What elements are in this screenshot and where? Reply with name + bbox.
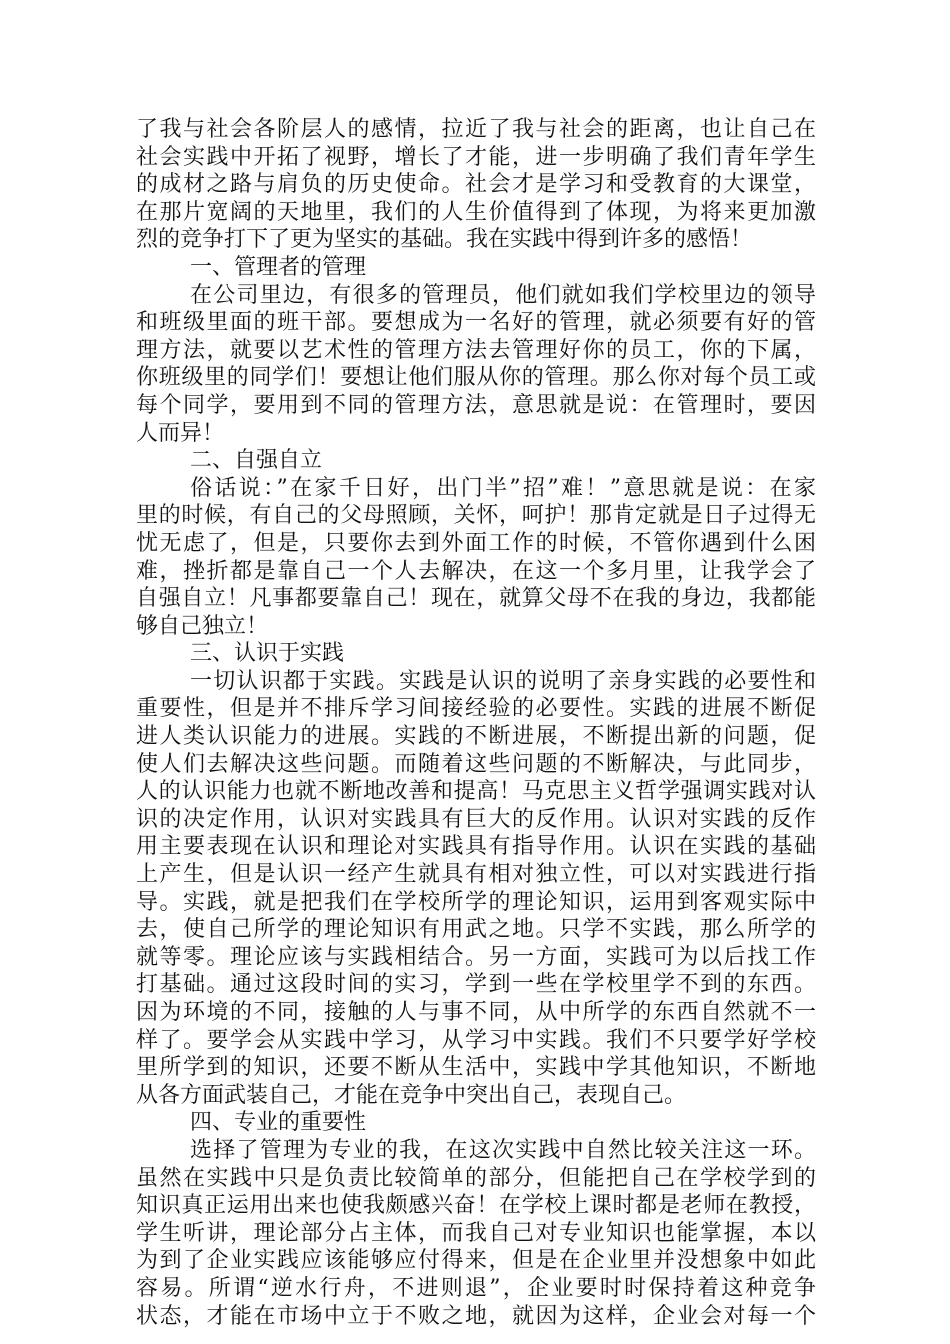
paragraph-last-line: 够自己独立！ (136, 613, 269, 639)
paragraph-line: 里所学到的知识，还要不断从生活中，实践中学其他知识，不断地 (136, 1055, 816, 1081)
section-heading: 四、专业的重要性 (190, 1110, 367, 1136)
document-page (136, 116, 816, 1330)
paragraph-first-line: 在公司里边，有很多的管理员，他们就如我们学校里边的领导 (190, 282, 816, 308)
paragraph-line: 容易。所谓“逆水行舟，不进则退”，企业要时时保持着这种竞争 (136, 1275, 816, 1301)
paragraph-line: 识的决定作用，认识对实践具有巨大的反作用。认识对实践的反作 (136, 806, 816, 832)
section-heading: 二、自强自立 (190, 448, 323, 474)
paragraph-line: 自强自立！凡事都要靠自己！现在，就算父母不在我的身边，我都能 (136, 586, 816, 612)
paragraph-line: 样了。要学会从实践中学习，从学习中实践。我们不只要学好学校 (136, 1027, 816, 1053)
paragraph-line: 因为环境的不同，接触的人与事不同，从中所学的东西自然就不一 (136, 1000, 816, 1025)
paragraph-line: 每个同学，要用到不同的管理方法，意思就是说：在管理时，要因 (136, 392, 816, 418)
paragraph-line: 里的时候，有自己的父母照顾，关怀，呵护！那肯定就是日子过得无 (136, 503, 816, 529)
paragraph-line: 学生听讲，理论部分占主体，而我自己对专业知识也能掌握，本以 (136, 1220, 816, 1246)
paragraph-line: 去，使自己所学的理论知识有用武之地。只学不实践，那么所学的 (136, 917, 816, 943)
paragraph-line: 打基础。通过这段时间的实习，学到一些在学校里学不到的东西。 (136, 972, 816, 998)
paragraph-line: 上产生，但是认识一经产生就具有相对独立性，可以对实践进行指 (136, 862, 816, 888)
paragraph-line: 社会实践中开拓了视野，增长了才能，进一步明确了我们青年学生 (136, 144, 816, 170)
paragraph-line: 知识真正运用出来也使我颇感兴奋！在学校上课时都是老师在教授， (136, 1193, 816, 1219)
paragraph-last-line: 从各方面武装自己，才能在竞争中突出自己，表现自己。 (136, 1082, 687, 1108)
paragraph-line: 状态，才能在市场中立于不败之地，就因为这样，企业会对每一个 (136, 1303, 816, 1329)
paragraph-line: 和班级里面的班干部。要想成为一名好的管理，就必须要有好的管 (136, 310, 816, 336)
paragraph-line: 人的认识能力也就不断地改善和提高！马克思主义哲学强调实践对认 (136, 779, 816, 805)
paragraph-line: 重要性，但是并不排斥学习间接经验的必要性。实践的进展不断促 (136, 696, 816, 722)
paragraph-line: 用主要表现在认识和理论对实践具有指导作用。认识在实践的基础 (136, 834, 816, 860)
paragraph-line: 忧无虑了，但是，只要你去到外面工作的时候，不管你遇到什么困 (136, 530, 816, 556)
paragraph-line: 你班级里的同学们！要想让他们服从你的管理。那么你对每个员工或 (136, 365, 816, 391)
paragraph-line: 虽然在实践中只是负责比较简单的部分，但能把自己在学校学到的 (136, 1165, 816, 1191)
paragraph-line: 进人类认识能力的进展。实践的不断进展，不断提出新的问题，促 (136, 724, 816, 750)
section-heading: 一、管理者的管理 (190, 254, 367, 280)
paragraph-line: 的成材之路与肩负的历史使命。社会才是学习和受教育的大课堂， (136, 172, 816, 198)
paragraph-last-line: 人而异！ (136, 420, 225, 446)
paragraph-line: 在那片宽阔的天地里，我们的人生价值得到了体现，为将来更加激 (136, 199, 816, 225)
paragraph-line: 就等零。理论应该与实践相结合。另一方面，实践可为以后找工作 (136, 944, 816, 970)
paragraph-first-line: 一切认识都于实践。实践是认识的说明了亲身实践的必要性和 (190, 668, 816, 694)
paragraph-line: 难，挫折都是靠自己一个人去解决，在这一个多月里，让我学会了 (136, 558, 816, 584)
document-body (136, 116, 816, 1330)
paragraph-last-line: 烈的竞争打下了更为坚实的基础。我在实践中得到许多的感悟！ (136, 227, 753, 253)
section-heading: 三、认识于实践 (190, 641, 345, 667)
paragraph-line: 了我与社会各阶层人的感情，拉近了我与社会的距离，也让自己在 (136, 117, 816, 142)
paragraph-first-line: 俗话说：”在家千日好，出门半”招”难！”意思就是说：在家 (190, 475, 816, 501)
paragraph-line: 导。实践，就是把我们在学校所学的理论知识，运用到客观实际中 (136, 889, 816, 915)
paragraph-line: 为到了企业实践应该能够应付得来，但是在企业里并没想象中如此 (136, 1248, 816, 1274)
paragraph-first-line: 选择了管理为专业的我，在这次实践中自然比较关注这一环。 (190, 1137, 816, 1163)
paragraph-line: 理方法，就要以艺术性的管理方法去管理好你的员工，你的下属， (136, 337, 816, 363)
paragraph-line: 使人们去解决这些问题。而随着这些问题的不断解决，与此同步， (136, 751, 816, 777)
